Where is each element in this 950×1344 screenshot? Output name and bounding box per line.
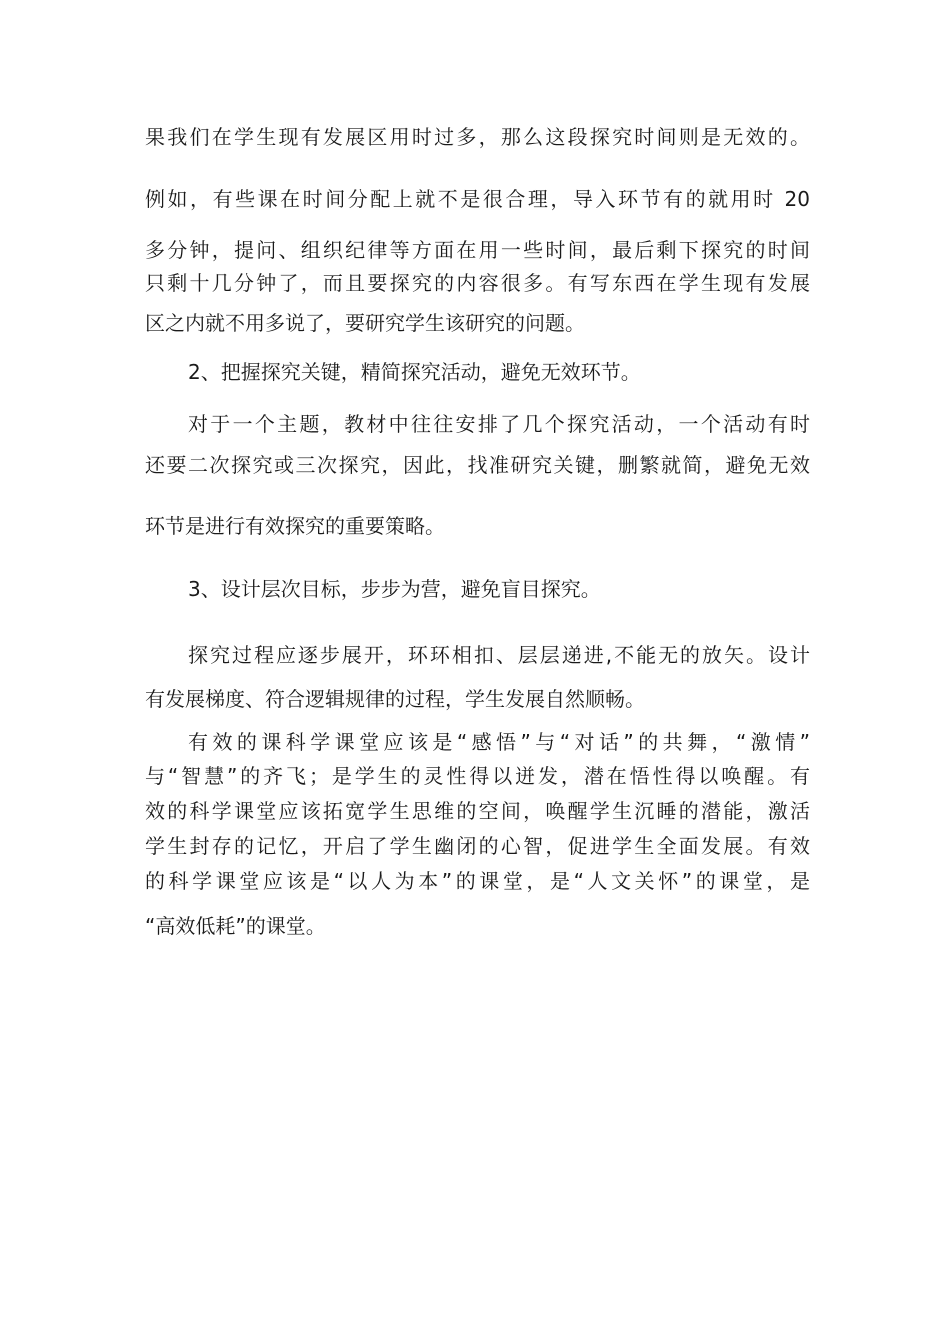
text-line: 与“智慧”的齐飞；是学生的灵性得以迸发，潜在悟性得以唤醒。有 <box>145 764 810 788</box>
text-line: 有效的课科学课堂应该是“感悟”与“对话”的共舞，“激情” <box>188 730 810 754</box>
text-line: 还要二次探究或三次探究，因此，找准研究关键，删繁就简，避免无效 <box>145 453 810 477</box>
section-heading: 2、把握探究关键，精简探究活动，避免无效环节。 <box>188 360 641 384</box>
text-line: 学生封存的记忆，开启了学生幽闭的心智，促进学生全面发展。有效 <box>145 834 810 858</box>
text-line: 果我们在学生现有发展区用时过多，那么这段探究时间则是无效的。 <box>145 125 810 149</box>
text-line: 对于一个主题，教材中往往安排了几个探究活动，一个活动有时 <box>188 412 810 436</box>
section-heading: 3、设计层次目标，步步为营，避免盲目探究。 <box>188 577 601 601</box>
text-line: 的科学课堂应该是“以人为本”的课堂，是“人文关怀”的课堂，是 <box>145 869 810 893</box>
text-line: 有发展梯度、符合逻辑规律的过程，学生发展自然顺畅。 <box>145 687 645 711</box>
text-line: 效的科学课堂应该拓宽学生思维的空间，唤醒学生沉睡的潜能，激活 <box>145 799 810 823</box>
text-line: 多分钟，提问、组织纪律等方面在用一些时间，最后剩下探究的时间 <box>145 238 810 262</box>
text-line: “高效低耗”的课堂。 <box>145 914 326 938</box>
text-line: 环节是进行有效探究的重要策略。 <box>145 514 445 538</box>
text-line: 探究过程应逐步展开，环环相扣、层层递进,不能无的放矢。设计 <box>188 643 810 667</box>
text-line: 例如，有些课在时间分配上就不是很合理，导入环节有的就用时 20 <box>145 187 810 211</box>
text-line: 只剩十几分钟了，而且要探究的内容很多。有写东西在学生现有发展 <box>145 271 810 295</box>
text-line: 区之内就不用多说了，要研究学生该研究的问题。 <box>145 311 585 335</box>
